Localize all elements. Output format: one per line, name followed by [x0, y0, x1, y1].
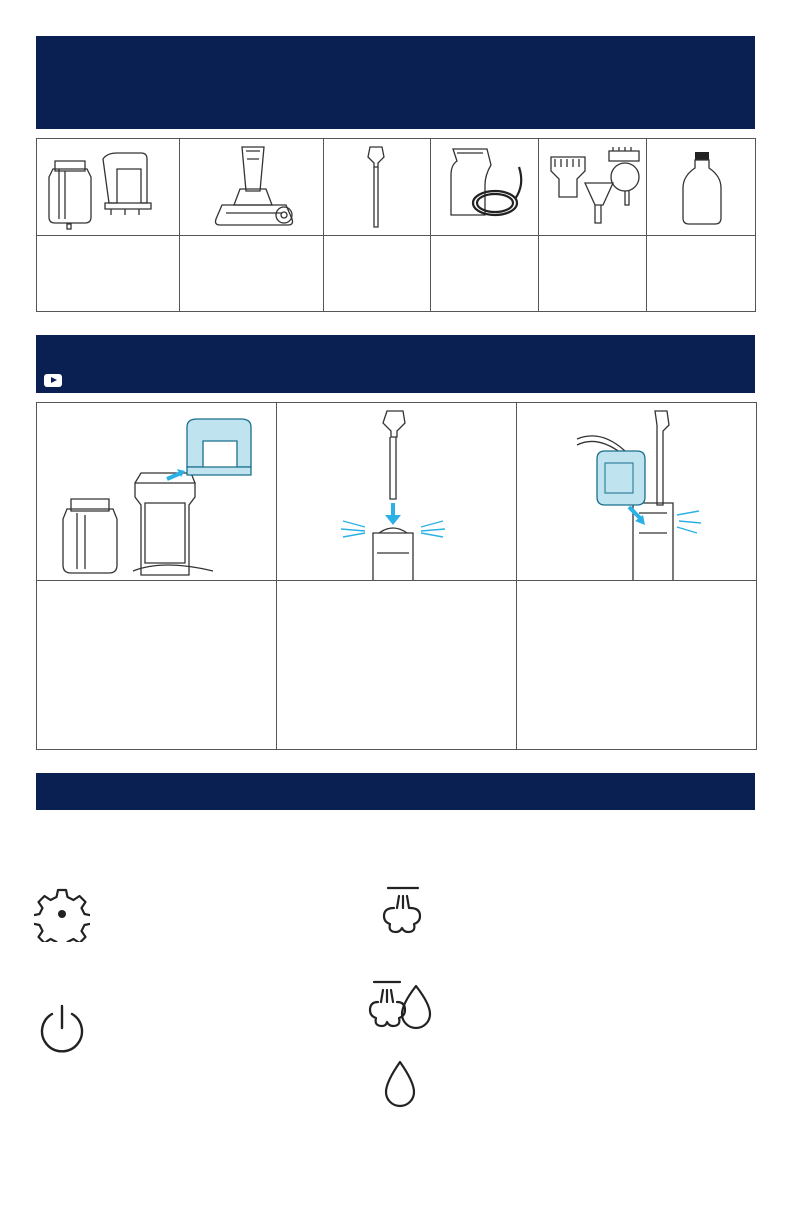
power-icon: [34, 1002, 90, 1058]
step-text-cell-3: [517, 581, 757, 750]
part-label-cell-6: [647, 236, 755, 312]
tank-and-cover-icon: [37, 139, 180, 236]
water-drop-icon: [382, 1058, 418, 1110]
insert-handle-icon: [277, 403, 517, 581]
step-text-cell-1: [37, 581, 277, 750]
part-label-cell-1: [37, 236, 180, 312]
assembly-grid: [36, 402, 757, 750]
part-cell-hose: [431, 139, 539, 236]
step-image-1: [37, 403, 277, 581]
attach-cover-icon: [37, 403, 277, 581]
formula-bottle-icon: [647, 139, 755, 236]
part-cell-tools: [539, 139, 647, 236]
parts-grid: [36, 138, 756, 312]
upright-base-icon: [180, 139, 324, 236]
tools-icon: [539, 139, 647, 236]
step-text-cell-2: [277, 581, 517, 750]
handle-icon: [324, 139, 431, 236]
step-image-2: [277, 403, 517, 581]
part-label-cell-5: [539, 236, 647, 312]
part-cell-base: [180, 139, 324, 236]
part-cell-handle: [324, 139, 431, 236]
steam-water-icon: [368, 978, 434, 1030]
part-label-cell-4: [431, 236, 539, 312]
part-cell-bottle: [647, 139, 755, 236]
controls-banner: [36, 773, 755, 810]
steam-icon: [380, 884, 426, 936]
assembly-banner: [36, 335, 755, 393]
part-label-cell-2: [180, 236, 324, 312]
settings-gear-icon: [34, 886, 90, 942]
place-tank-icon: [517, 403, 757, 581]
hose-icon: [431, 139, 539, 236]
part-cell-tank: [37, 139, 180, 236]
part-label-cell-3: [324, 236, 431, 312]
video-play-icon[interactable]: [44, 374, 62, 387]
box-contents-banner: [36, 36, 755, 129]
step-image-3: [517, 403, 757, 581]
